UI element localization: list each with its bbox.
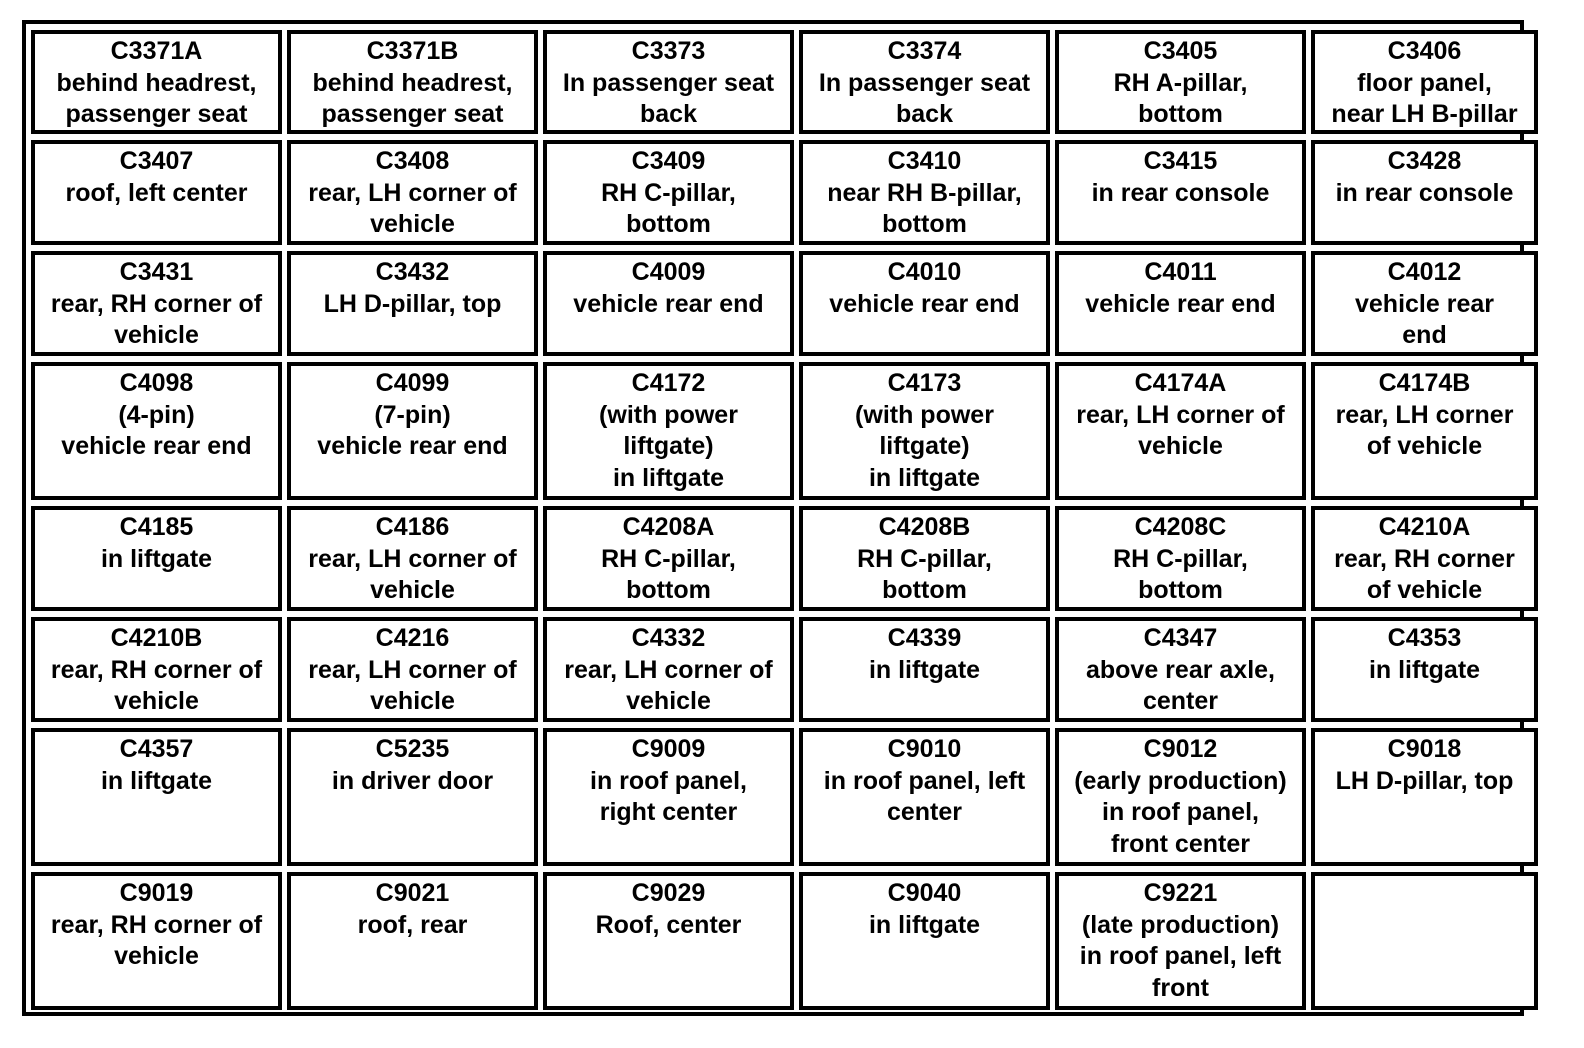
connector-location-line: in liftgate <box>612 463 725 492</box>
connector-id: C3374 <box>887 37 962 65</box>
connector-id: C4353 <box>1387 624 1462 652</box>
connector-location-line: center <box>1142 687 1219 715</box>
connector-location-line: bottom <box>1138 576 1223 604</box>
connector-location-line: front center <box>1111 829 1250 858</box>
connector-cell-c3373 <box>543 30 794 134</box>
connector-id: C4174B <box>1378 369 1471 397</box>
connector-cell-c3407 <box>31 140 282 245</box>
connector-id: C9040 <box>887 879 962 907</box>
connector-id: C4099 <box>375 369 450 397</box>
connector-cell-c4353 <box>1311 617 1538 722</box>
connector-location-line: passenger seat <box>65 100 248 128</box>
connector-location-line: passenger seat <box>321 100 504 128</box>
connector-location-line: RH A-pillar, <box>1113 68 1248 97</box>
connector-id: C4010 <box>887 258 962 286</box>
connector-id: C3373 <box>631 37 706 65</box>
connector-location-line: vehicle <box>370 210 455 238</box>
connector-id: C4098 <box>119 369 194 397</box>
connector-cell-c9021 <box>287 872 538 1010</box>
connector-cell-c4332 <box>543 617 794 722</box>
connector-id: C9221 <box>1143 879 1218 907</box>
connector-location-line: rear, LH corner of <box>308 544 517 573</box>
connector-location-line: In passenger seat <box>818 68 1031 97</box>
connector-location-line: (4-pin) <box>118 400 195 429</box>
connector-location-line: of vehicle <box>1366 576 1483 604</box>
connector-location-line: in roof panel, <box>1102 798 1259 826</box>
connector-id: C4210A <box>1378 513 1471 541</box>
connector-id: C4339 <box>887 624 962 652</box>
connector-cell-c4012 <box>1311 251 1538 356</box>
connector-location-line: in roof panel, left <box>1079 942 1282 970</box>
connector-location-line: vehicle rear end <box>317 432 508 460</box>
connector-location-line: rear, RH corner of <box>50 289 263 318</box>
connector-id: C3409 <box>631 147 706 175</box>
connector-id: C4210B <box>110 624 203 652</box>
connector-location-line: center <box>886 798 963 826</box>
connector-cell-c4098 <box>31 362 282 500</box>
connector-location-line: (with power <box>855 400 994 429</box>
connector-location-table <box>22 20 1524 1016</box>
connector-cell-c3409 <box>543 140 794 245</box>
connector-location-line: in liftgate <box>1368 655 1481 684</box>
connector-id: C4011 <box>1144 258 1217 286</box>
connector-location-line: rear, RH corner of <box>50 655 263 684</box>
connector-id: C3406 <box>1387 37 1462 65</box>
connector-cell-c4185 <box>31 506 282 611</box>
connector-id: C9009 <box>631 735 706 763</box>
connector-cell-c9221 <box>1055 872 1306 1010</box>
connector-id: C4208C <box>1134 513 1227 541</box>
connector-cell-c3408 <box>287 140 538 245</box>
connector-location-line: in liftgate <box>868 463 981 492</box>
connector-location-line: floor panel, <box>1357 68 1492 97</box>
connector-cell-c4210b <box>31 617 282 722</box>
connector-id: C9021 <box>375 879 450 907</box>
connector-cell-c4174a <box>1055 362 1306 500</box>
connector-location-line: bottom <box>626 576 711 604</box>
connector-id: C3431 <box>119 258 194 286</box>
connector-location-line: end <box>1402 321 1447 349</box>
connector-id: C5235 <box>375 735 450 763</box>
connector-location-line: vehicle rear end <box>829 289 1020 318</box>
connector-location-line: bottom <box>882 210 967 238</box>
connector-location-line: RH C-pillar, <box>601 178 736 207</box>
connector-location-line: RH C-pillar, <box>857 544 992 573</box>
connector-location-line: rear, LH corner of <box>308 178 517 207</box>
connector-location-line: roof, left center <box>65 178 248 207</box>
connector-location-line: rear, LH corner of <box>1076 400 1285 429</box>
connector-location-line: liftgate) <box>879 432 970 460</box>
connector-cell-c3431 <box>31 251 282 356</box>
connector-location-line: roof, rear <box>357 910 468 939</box>
connector-cell-c4174b <box>1311 362 1538 500</box>
connector-id: C4208A <box>622 513 715 541</box>
connector-location-line: bottom <box>626 210 711 238</box>
connector-location-line: In passenger seat <box>562 68 775 97</box>
connector-id: C4012 <box>1387 258 1462 286</box>
connector-location-line: in liftgate <box>868 910 981 939</box>
connector-cell-c9040 <box>799 872 1050 1010</box>
connector-location-line: right center <box>599 798 738 826</box>
connector-cell-c9012 <box>1055 728 1306 866</box>
connector-cell-c3432 <box>287 251 538 356</box>
connector-id: C3371A <box>110 37 203 65</box>
connector-cell-c9018 <box>1311 728 1538 866</box>
connector-id: C4173 <box>887 369 962 397</box>
connector-location-line: rear, LH corner <box>1335 400 1514 429</box>
connector-location-line: behind headrest, <box>312 68 513 97</box>
connector-location-line: RH C-pillar, <box>601 544 736 573</box>
connector-cell-c3406 <box>1311 30 1538 134</box>
connector-location-line: near LH B-pillar <box>1331 100 1518 128</box>
connector-id: C3371B <box>366 37 459 65</box>
connector-id: C3405 <box>1143 37 1218 65</box>
connector-cell-c4010 <box>799 251 1050 356</box>
connector-cell-c4009 <box>543 251 794 356</box>
connector-cell-c4208b <box>799 506 1050 611</box>
connector-cell-c9010 <box>799 728 1050 866</box>
connector-cell-c3428 <box>1311 140 1538 245</box>
connector-location-line: in rear console <box>1335 178 1514 207</box>
connector-cell-c3415 <box>1055 140 1306 245</box>
connector-location-line: rear, LH corner of <box>564 655 773 684</box>
connector-id: C3410 <box>887 147 962 175</box>
connector-location-line: in roof panel, <box>590 766 747 795</box>
connector-location-line: behind headrest, <box>56 68 257 97</box>
connector-location-line: vehicle rear <box>1355 289 1494 318</box>
connector-location-line: back <box>896 100 953 128</box>
connector-location-line: above rear axle, <box>1085 655 1275 684</box>
connector-location-line: vehicle <box>370 687 455 715</box>
connector-id: C3428 <box>1387 147 1462 175</box>
connector-cell-c4357 <box>31 728 282 866</box>
connector-location-line: vehicle <box>1138 432 1223 460</box>
connector-cell-c5235 <box>287 728 538 866</box>
connector-id: C4174A <box>1134 369 1227 397</box>
connector-cell-c3410 <box>799 140 1050 245</box>
connector-cell-c4347 <box>1055 617 1306 722</box>
connector-location-line: (late production) <box>1081 910 1280 939</box>
connector-id: C4172 <box>631 369 706 397</box>
connector-id: C4216 <box>375 624 450 652</box>
connector-cell-c4099 <box>287 362 538 500</box>
connector-location-line: in liftgate <box>100 766 213 795</box>
connector-cell-c4172 <box>543 362 794 500</box>
connector-cell-c9029 <box>543 872 794 1010</box>
connector-id: C4357 <box>119 735 194 763</box>
connector-cell-c3371b <box>287 30 538 134</box>
connector-location-line: vehicle <box>114 687 199 715</box>
connector-location-line: (7-pin) <box>374 400 451 429</box>
connector-id: C9010 <box>887 735 962 763</box>
connector-cell-c4208c <box>1055 506 1306 611</box>
connector-location-line: vehicle <box>370 576 455 604</box>
connector-location-line: vehicle <box>114 321 199 349</box>
connector-id: C9012 <box>1143 735 1218 763</box>
connector-cell-c3374 <box>799 30 1050 134</box>
connector-location-line: in roof panel, left <box>823 766 1026 795</box>
connector-location-line: vehicle rear end <box>61 432 252 460</box>
connector-location-line: rear, RH corner of <box>50 910 263 939</box>
connector-id: C3408 <box>375 147 450 175</box>
connector-location-line: LH D-pillar, top <box>323 289 502 318</box>
connector-location-line: in liftgate <box>100 544 213 573</box>
connector-cell-c4210a <box>1311 506 1538 611</box>
connector-id: C4332 <box>631 624 706 652</box>
connector-location-line: (with power <box>599 400 738 429</box>
connector-location-line: near RH B-pillar, <box>827 178 1022 207</box>
connector-id: C3415 <box>1143 147 1218 175</box>
connector-location-line: LH D-pillar, top <box>1335 766 1514 795</box>
connector-location-line: back <box>640 100 697 128</box>
connector-id: C4347 <box>1143 624 1218 652</box>
connector-location-line: bottom <box>882 576 967 604</box>
connector-location-line: vehicle rear end <box>1085 289 1276 318</box>
connector-location-line: rear, RH corner <box>1334 544 1515 573</box>
connector-cell-c4339 <box>799 617 1050 722</box>
connector-id: C3432 <box>375 258 450 286</box>
connector-id: C3407 <box>119 147 194 175</box>
connector-id: C9018 <box>1387 735 1462 763</box>
connector-id: C4009 <box>631 258 706 286</box>
connector-location-line: bottom <box>1138 100 1223 128</box>
connector-location-line: in rear console <box>1091 178 1270 207</box>
connector-grid <box>31 30 1516 1008</box>
connector-location-line: front <box>1152 973 1209 1002</box>
connector-location-line: of vehicle <box>1366 432 1483 460</box>
connector-cell-c9009 <box>543 728 794 866</box>
connector-location-line: RH C-pillar, <box>1113 544 1248 573</box>
connector-location-line: (early production) <box>1074 766 1287 795</box>
connector-location-line: vehicle rear end <box>573 289 764 318</box>
connector-cell-c4011 <box>1055 251 1306 356</box>
connector-cell-c9019 <box>31 872 282 1010</box>
connector-location-line: vehicle <box>114 942 199 970</box>
empty-cell <box>1311 872 1538 1010</box>
connector-cell-c4208a <box>543 506 794 611</box>
connector-id: C4208B <box>878 513 971 541</box>
connector-location-line: Roof, center <box>595 910 742 939</box>
connector-id: C4185 <box>119 513 194 541</box>
connector-cell-c3405 <box>1055 30 1306 134</box>
connector-cell-c3371a <box>31 30 282 134</box>
connector-location-line: in driver door <box>331 766 494 795</box>
connector-id: C9019 <box>119 879 194 907</box>
connector-cell-c4216 <box>287 617 538 722</box>
connector-cell-c4186 <box>287 506 538 611</box>
connector-location-line: in liftgate <box>868 655 981 684</box>
connector-id: C4186 <box>375 513 450 541</box>
connector-location-line: liftgate) <box>623 432 714 460</box>
connector-id: C9029 <box>631 879 706 907</box>
connector-cell-c4173 <box>799 362 1050 500</box>
connector-location-line: rear, LH corner of <box>308 655 517 684</box>
connector-location-line: vehicle <box>626 687 711 715</box>
